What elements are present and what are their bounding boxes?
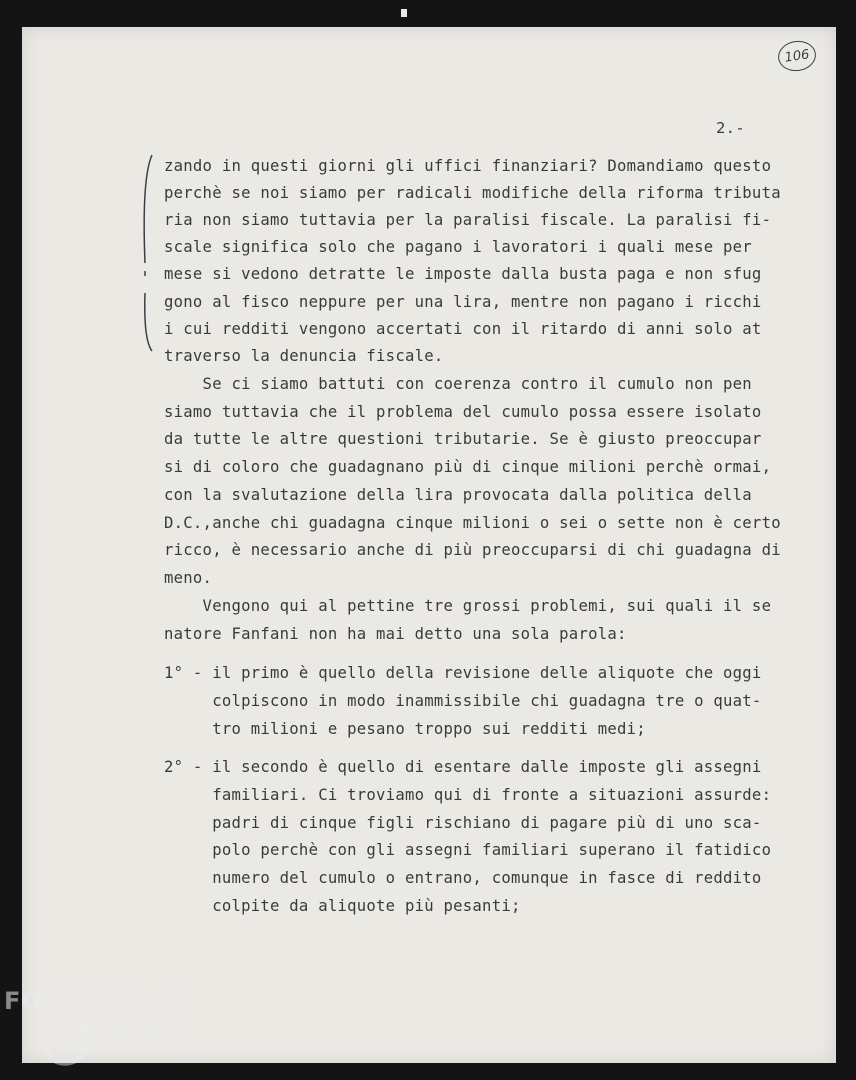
text-line: zando in questi giorni gli uffici finanziari? Domandiamo questo [164, 157, 772, 175]
page-number: 2.- [716, 119, 745, 137]
list-item-text-line: colpite da aliquote più pesanti; [164, 897, 521, 915]
fondazione-gramsci-watermark-logo [4, 987, 224, 1077]
text-line: si di coloro che guadagnano più di cinque milioni perchè ormai, [164, 458, 772, 476]
watermark-line-1: FONDAZIONE [4, 987, 189, 1015]
list-item-text-line: colpiscono in modo inammissibile chi guadagna tre o quat- [164, 692, 762, 710]
list-item-text-line: familiari. Ci troviamo qui di fronte a situazioni assurde: [164, 786, 772, 804]
archive-folio-number: 106 [776, 39, 818, 74]
text-line: D.C.,anche chi guadagna cinque milioni o sei o sette non è certo [164, 514, 781, 532]
text-line: i cui redditi vengono accertati con il ritardo di anni solo at [164, 320, 762, 338]
text-line: ricco, è necessario anche di più preoccuparsi di chi guadagna di [164, 541, 781, 559]
scan-edge-mark [401, 9, 407, 17]
list-item-text-line: padri di cinque figli rischiano di pagare più di uno sca- [164, 814, 762, 832]
list-item-text-line: tro milioni e pesano troppo sui redditi medi; [164, 720, 646, 738]
list-item-text-line: numero del cumulo o entrano, comunque in fasce di reddito [164, 869, 762, 887]
text-line: mese si vedono detratte le imposte dalla busta paga e non sfug [164, 265, 762, 283]
watermark-suffix: onlus [176, 1047, 206, 1060]
text-line: con la svalutazione della lira provocata dalla politica della [164, 486, 752, 504]
text-line: Se ci siamo battuti con coerenza contro il cumulo non pen [164, 375, 752, 393]
text-line: da tutte le altre questioni tributarie. Se è giusto preoccupar [164, 430, 762, 448]
text-line: natore Fanfani non ha mai detto una sola parola: [164, 625, 627, 643]
list-item-text-line: 1° - il primo è quello della revisione delle aliquote che oggi [164, 664, 762, 682]
text-line: siamo tuttavia che il problema del cumulo possa essere isolato [164, 403, 762, 421]
list-item-text-line: polo perchè con gli assegni familiari superano il fatidico [164, 841, 772, 859]
text-line: Vengono qui al pettine tre grossi problemi, sui quali il se [164, 597, 772, 615]
text-line: scale significa solo che pagano i lavoratori i quali mese per [164, 238, 752, 256]
typewritten-page [22, 27, 836, 1063]
text-line: gono al fisco neppure per una lira, mentre non pagano i ricchi [164, 293, 762, 311]
text-line: meno. [164, 569, 213, 587]
text-line: traverso la denuncia fiscale. [164, 347, 444, 365]
margin-bracket-mark [140, 153, 156, 353]
list-item-text-line: 2° - il secondo è quello di esentare dalle imposte gli assegni [164, 758, 762, 776]
watermark-line-2: RAMSCI [82, 1016, 187, 1042]
text-line: perchè se noi siamo per radicali modifiche della riforma tributa [164, 184, 781, 202]
text-line: ria non siamo tuttavia per la paralisi fiscale. La paralisi fi- [164, 211, 772, 229]
